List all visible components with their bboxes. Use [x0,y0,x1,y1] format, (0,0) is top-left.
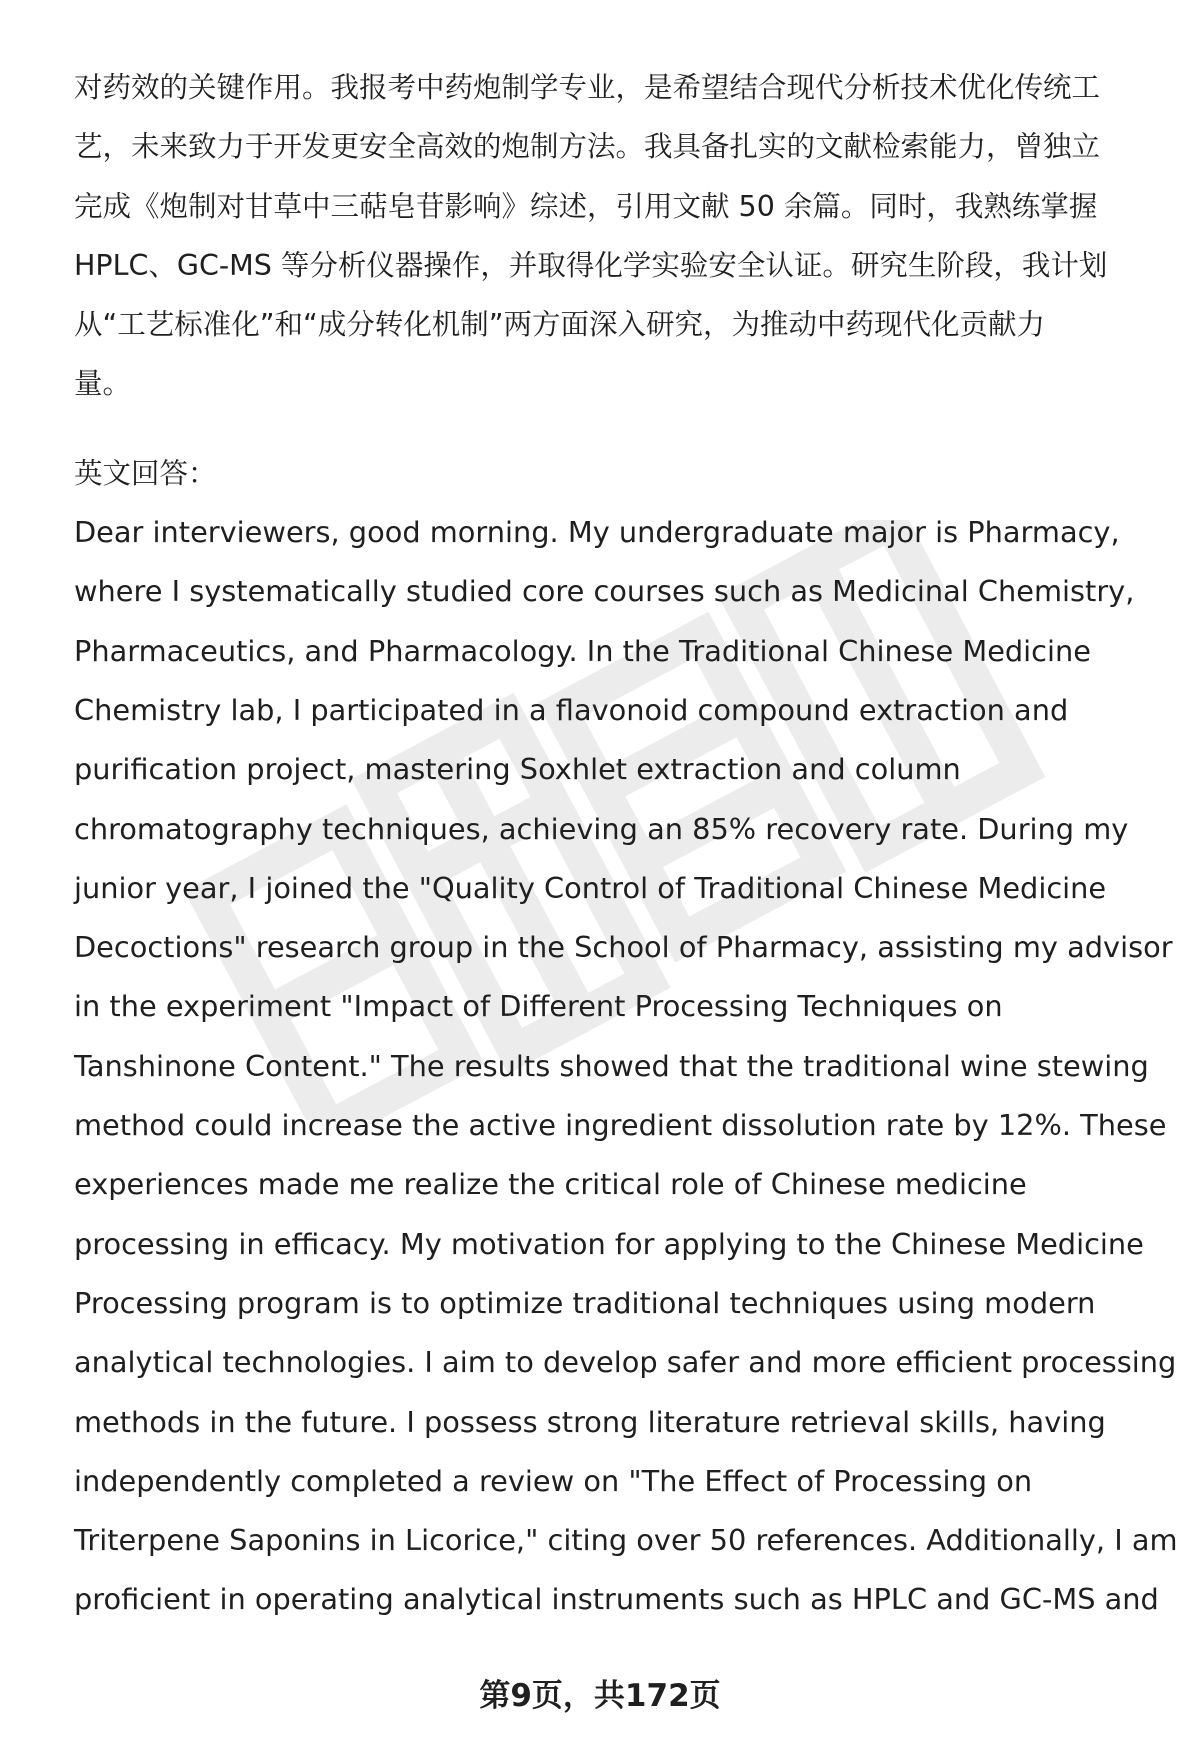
chinese-line: 对药效的关键作用。我报考中药炮制学专业，是希望结合现代分析技术优化传统工 [74,71,1101,104]
english-line: where I systematically studied core courses such as Medicinal Chemistry, [74,574,1135,609]
chinese-line: 量。 [74,367,132,401]
english-line: Dear interviewers, good morning. My undergraduate major is Pharmacy, [74,515,1120,550]
english-line: methods in the future. I possess strong literature retrieval skills, having [74,1404,1106,1439]
english-line: experiences made me realize the critical role of Chinese medicine [74,1167,1027,1202]
english-line: Tanshinone Content." The results showed that the traditional wine stewing [74,1048,1149,1083]
english-answer-label: 英文回答： [74,456,217,490]
chinese-line: 艺，未来致力于开发更安全高效的炮制方法。我具备扎实的文献检索能力，曾独立 [74,130,1101,164]
english-paragraph [74,503,1178,1630]
english-line: Processing program is to optimize traditional techniques using modern [74,1285,1096,1320]
english-line: in the experiment "Impact of Different Processing Techniques on [74,989,1003,1024]
english-line: Decoctions" research group in the School of Pharmacy, assisting my advisor [74,930,1173,965]
chinese-line: HPLC、GC-MS 等分析仪器操作，并取得化学实验安全认证。研究生阶段，我计划 [74,248,1108,282]
paragraph-gap [74,414,1164,444]
english-line: independently completed a review on "The Effect of Processing on [74,1463,1033,1498]
chinese-line: 完成《炮制对甘草中三萜皂苷影响》综述，引用文献 50 余篇。同时，我熟练掌握 [74,189,1098,223]
english-line: Triterpene Saponins in Licorice," citing over 50 references. Additionally, I am [74,1523,1178,1558]
chinese-paragraph [74,58,1164,414]
english-line: proficient in operating analytical instruments such as HPLC and GC-MS and [74,1582,1159,1617]
english-line: Chemistry lab, I participated in a flavonoid compound extraction and [74,692,1069,727]
english-line: method could increase the active ingredient dissolution rate by 12%. These [74,1108,1167,1143]
chinese-line: 从“工艺标准化”和“成分转化机制”两方面深入研究，为推动中药现代化贡献力 [74,308,1046,342]
english-line: purification project, mastering Soxhlet extraction and column [74,752,961,787]
english-line: Pharmaceutics, and Pharmacology. In the Traditional Chinese Medicine [74,633,1091,668]
page-body [74,58,1178,1630]
page-indicator: 第9页，共172页 [479,1678,721,1714]
english-line: chromatography techniques, achieving an 85% recovery rate. During my [74,811,1129,846]
english-line: processing in efficacy. My motivation for applying to the Chinese Medicine [74,1226,1144,1261]
english-line: analytical technologies. I aim to develop safer and more efficient processing [74,1345,1177,1380]
english-line: junior year, I joined the "Quality Control of Traditional Chinese Medicine [74,870,1107,905]
